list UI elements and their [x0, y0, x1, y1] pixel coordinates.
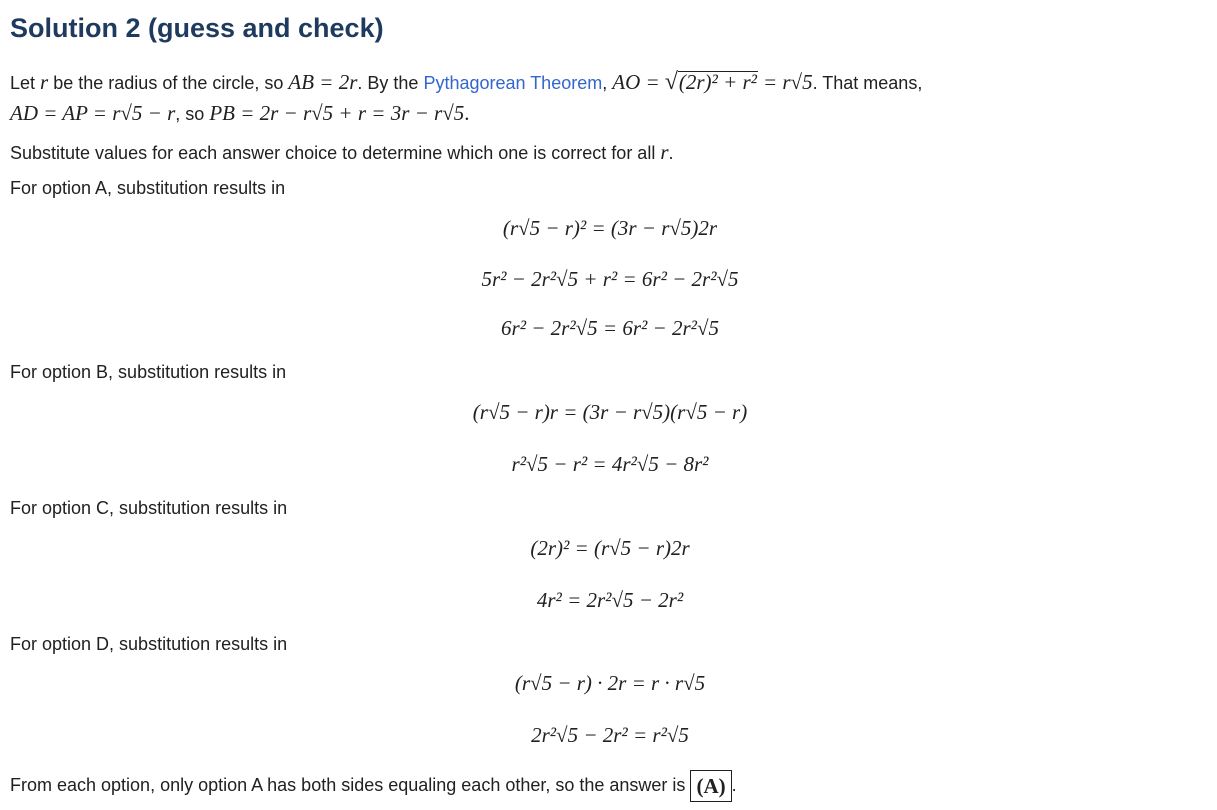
substitute-text: .: [668, 143, 674, 163]
option-a-equation-2: 5r² − 2r²√5 + r² = 6r² − 2r²√5: [481, 267, 739, 291]
intro-text: Let: [10, 73, 36, 93]
radical-sign: √: [664, 69, 678, 95]
intro-text: ,: [602, 73, 608, 93]
section-title: Solution 2 (guess and check): [10, 13, 384, 43]
math-ao-rhs: = r√5: [762, 70, 813, 94]
option-b-label: For option B, substitution results in: [10, 362, 287, 382]
intro-text: .: [464, 101, 470, 125]
option-c-label: For option C, substitution results in: [10, 498, 288, 518]
conclusion-line: [10, 770, 737, 802]
math-ab-equation: AB = 2r: [288, 70, 358, 94]
substitute-line: [10, 141, 674, 164]
option-a-label: For option A, substitution results in: [10, 178, 286, 198]
option-c-equation-2: 4r² = 2r²√5 − 2r²: [536, 588, 684, 612]
pythagorean-theorem-link[interactable]: Pythagorean Theorem: [423, 73, 603, 93]
math-r: r: [40, 70, 49, 94]
intro-line-2: [10, 102, 470, 125]
boxed-answer: (A): [690, 770, 731, 802]
option-b-equation-1: (r√5 − r)r = (3r − r√5)(r√5 − r): [472, 400, 748, 424]
intro-text: be the radius of the circle, so: [53, 73, 284, 93]
option-d-equation-1: (r√5 − r) · 2r = r · r√5: [514, 671, 706, 695]
option-a-equation-1: (r√5 − r)² = (3r − r√5)2r: [502, 216, 718, 240]
math-ad-equation: AD = AP = r√5 − r: [10, 101, 176, 125]
conclusion-text: .: [731, 774, 737, 795]
math-ao-lhs: AO =: [612, 70, 660, 94]
option-c-equation-1: (2r)² = (r√5 − r)2r: [530, 536, 690, 560]
conclusion-text: From each option, only option A has both sides equaling each other, so the answer is: [10, 774, 686, 795]
intro-text: . By the: [357, 73, 419, 93]
math-ao-radicand: (2r)² + r²: [678, 70, 757, 94]
option-a-equation-3: 6r² − 2r²√5 = 6r² − 2r²√5: [501, 316, 719, 340]
option-d-equation-2: 2r²√5 − 2r² = r²√5: [531, 723, 689, 747]
intro-text: . That means,: [812, 73, 923, 93]
math-pb-equation: PB = 2r − r√5 + r = 3r − r√5: [209, 101, 465, 125]
option-d-label: For option D, substitution results in: [10, 634, 288, 654]
math-ao-sqrt: [665, 70, 758, 94]
substitute-text: Substitute values for each answer choice to determine which one is correct for all: [10, 143, 656, 163]
intro-line-1: [10, 71, 922, 94]
math-r: r: [660, 140, 669, 164]
solution-section: [10, 0, 1210, 810]
option-b-equation-2: r²√5 − r² = 4r²√5 − 8r²: [511, 452, 709, 476]
intro-text: , so: [175, 104, 205, 124]
